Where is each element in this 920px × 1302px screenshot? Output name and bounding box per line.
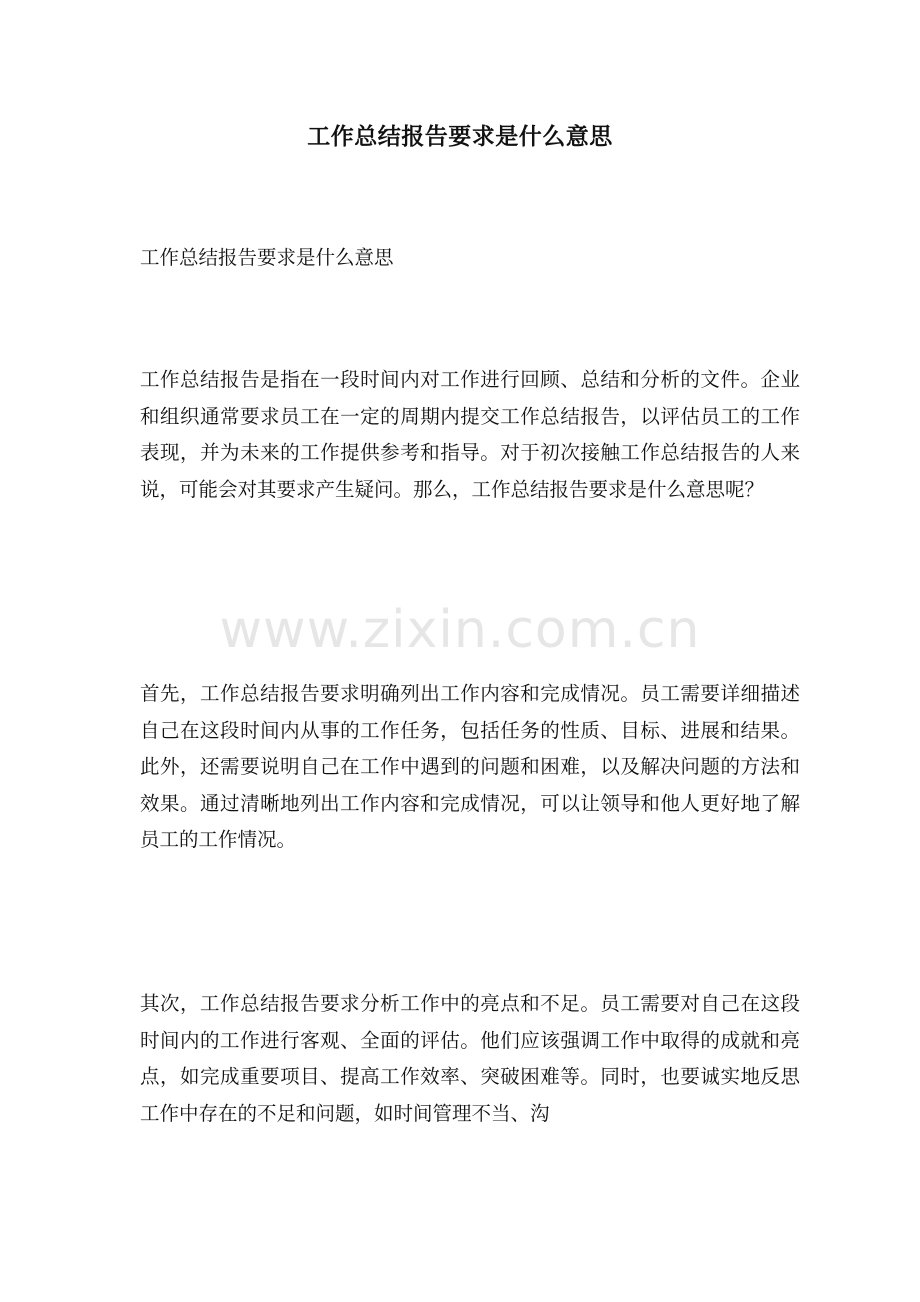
paragraph-first-point: 首先，工作总结报告要求明确列出工作内容和完成情况。员工需要详细描述自己在这段时间内从事的工作任务，包括任务的性质、目标、进展和结果。此外，还需要说明自己在工作中遇到的问题和困难，以及解决问题的方法和效果。通过清晰地列出工作内容和完成情况，可以让领导和他人更好地了解员工的工作情况。: [140, 682, 800, 851]
paragraph-intro: 工作总结报告是指在一段时间内对工作进行回顾、总结和分析的文件。企业和组织通常要求员工在一定的周期内提交工作总结报告，以评估员工的工作表现，并为未来的工作提供参考和指导。对于初次接触工作总结报告的人来说，可能会对其要求产生疑问。那么，工作总结报告要求是什么意思呢？: [140, 368, 800, 501]
paragraph-second-point: 其次，工作总结报告要求分析工作中的亮点和不足。员工需要对自己在这段时间内的工作进行客观、全面的评估。他们应该强调工作中取得的成就和亮点，如完成重要项目、提高工作效率、突破困难等。同时，也要诚实地反思工作中存在的不足和问题，如时间管理不当、沟: [140, 992, 800, 1125]
watermark: www.zixin.com.cn: [219, 600, 701, 660]
document-subtitle: 工作总结报告要求是什么意思: [140, 246, 394, 269]
document-title: 工作总结报告要求是什么意思: [307, 123, 613, 150]
